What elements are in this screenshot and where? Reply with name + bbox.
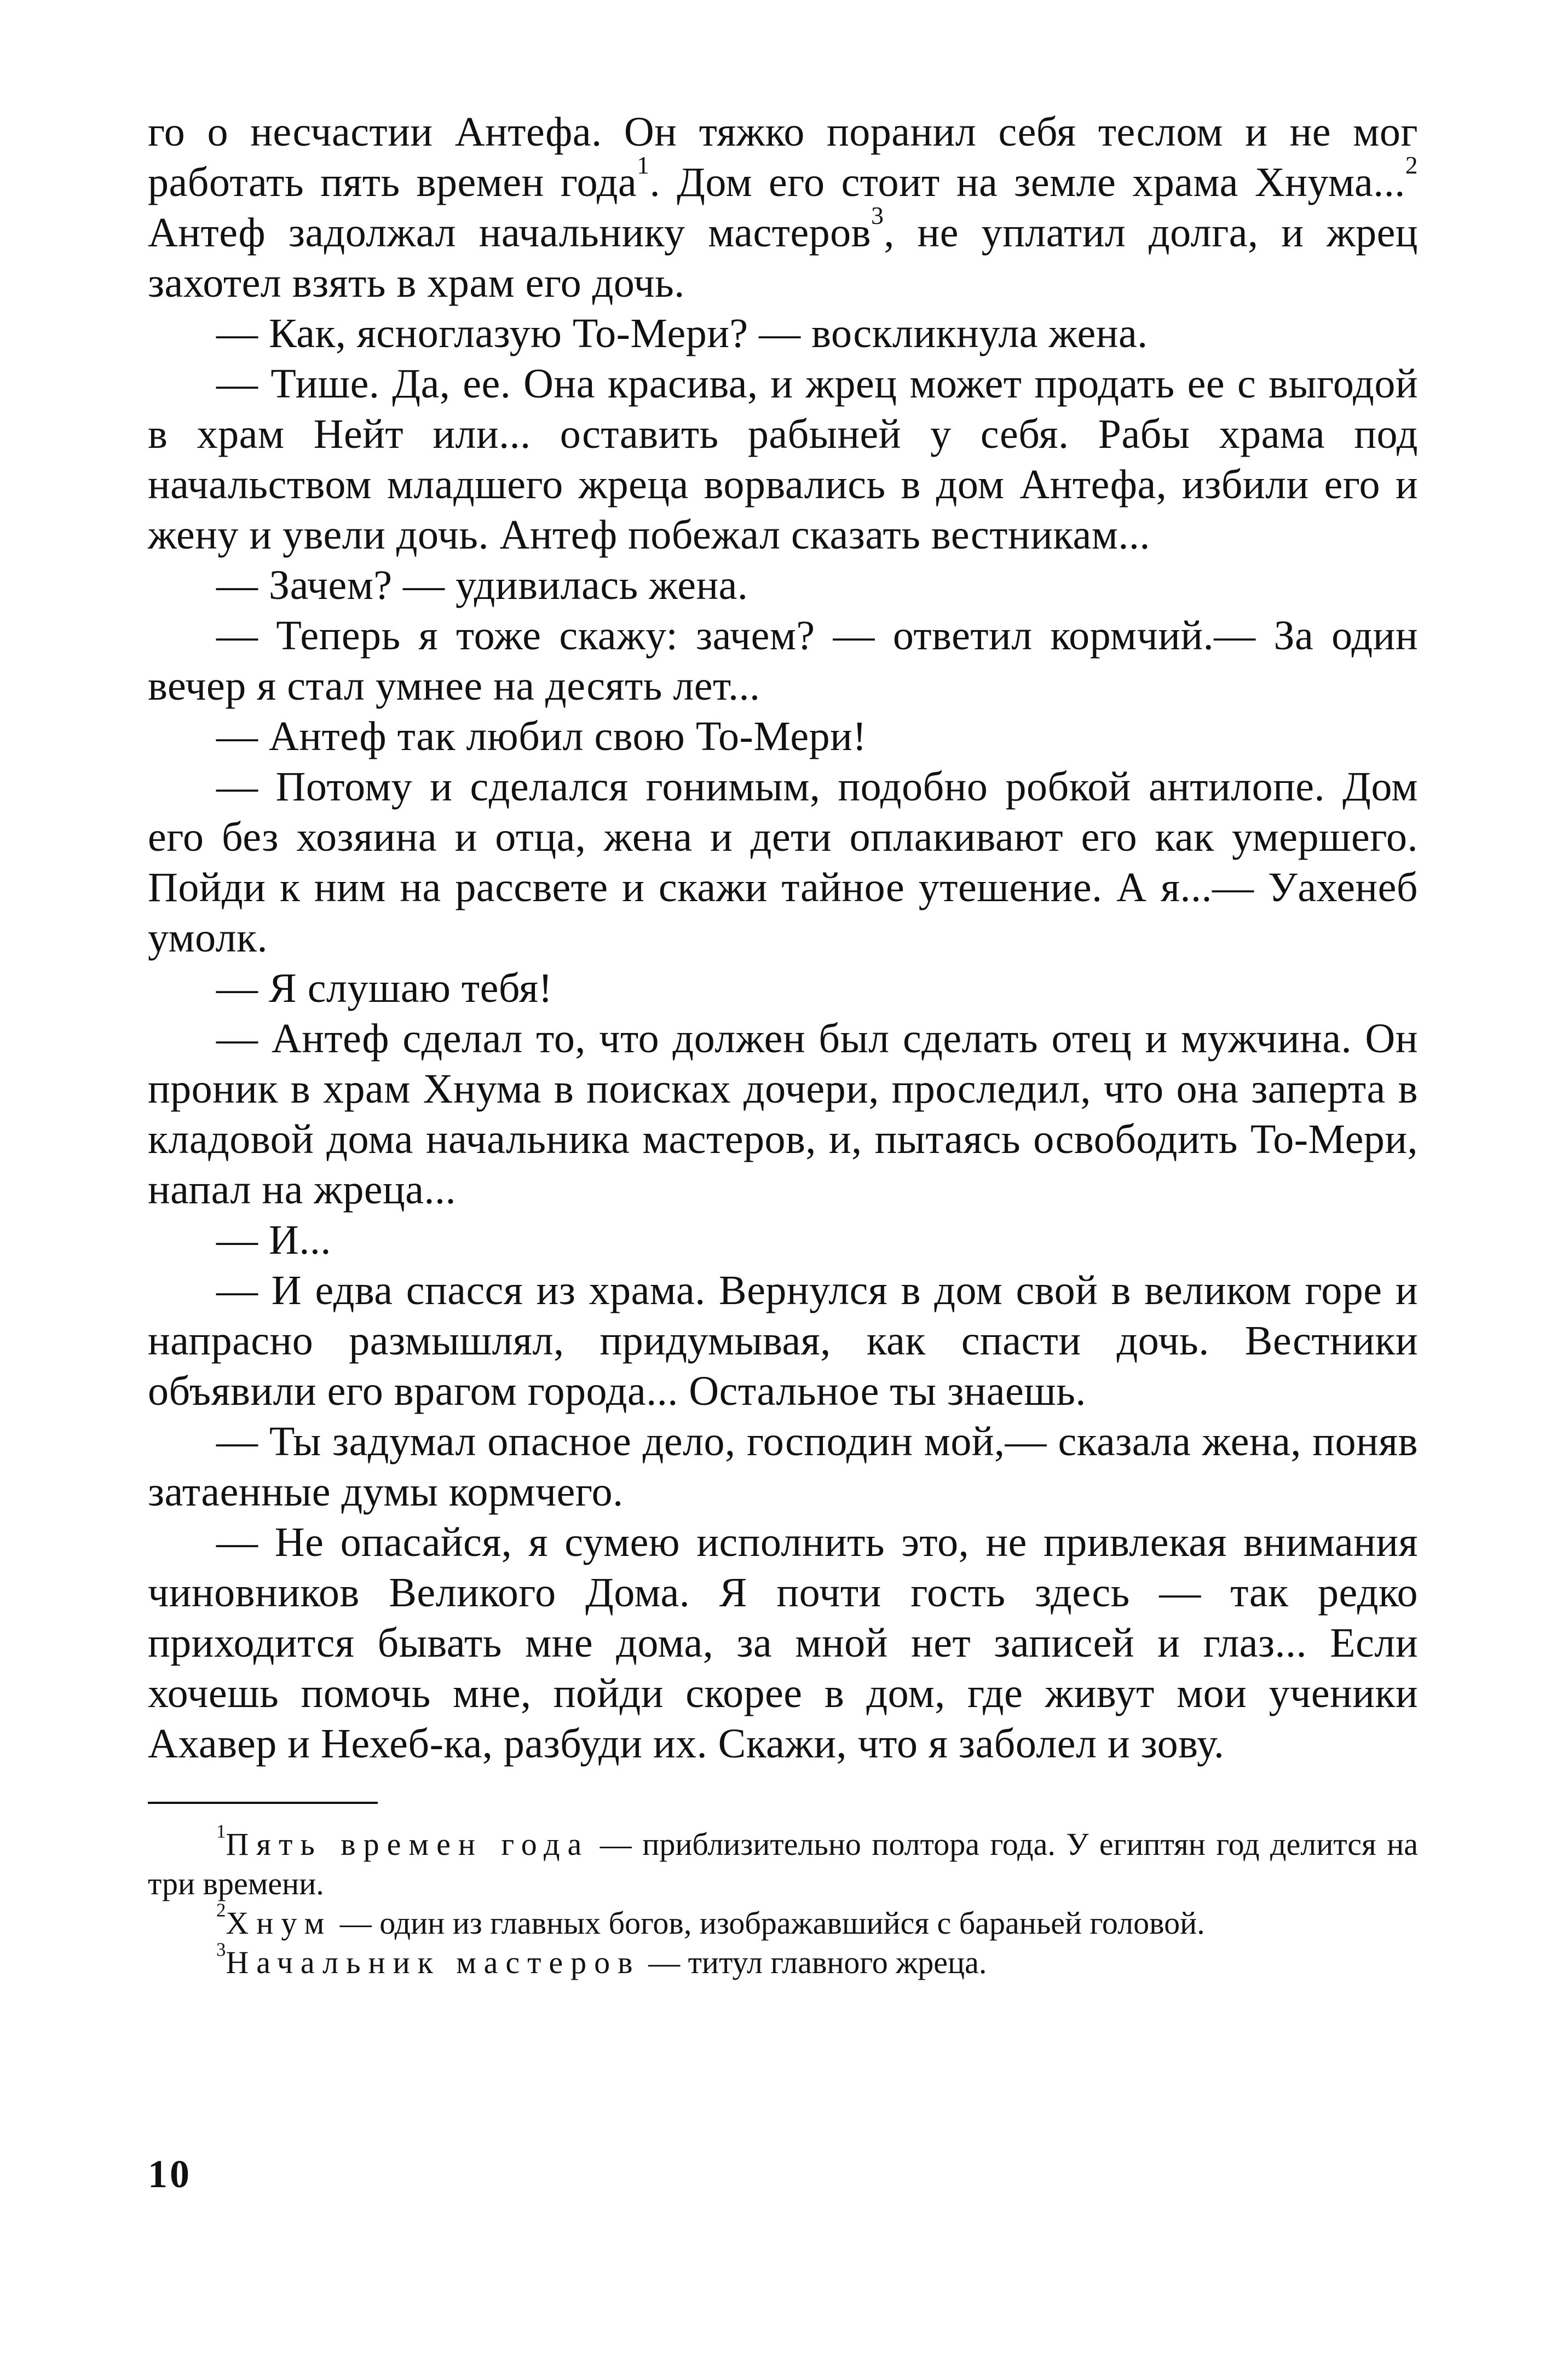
paragraph-text: — Антеф так любил свою То-Мери! [216, 713, 867, 759]
paragraph-text: — Антеф сделал то, что должен был сделать отец и мужчина. Он проник в храм Хнума в поисках дочери, проследил, что она заперта в кладовой дома начальника мастеров, и, пытаясь освободить То-Мери, напал на жреца... [148, 1016, 1418, 1213]
footnote-ref: 3 [871, 201, 884, 229]
paragraph [148, 308, 1418, 359]
paragraph [148, 711, 1418, 762]
footnote-divider [148, 1802, 378, 1804]
paragraph-text: — Не опасайся, я сумею исполнить это, не привлекая внимания чиновников Великого Дома. Я почти гость здесь — так редко приходится бывать мне дома, за мной нет записей и глаз... Если хочешь помочь мне, пойди скорее в дом, где живут мои ученики Ахавер и Нехеб-ка, разбуди их. Скажи, что я заболел и зову. [148, 1519, 1418, 1767]
paragraph [148, 762, 1418, 963]
paragraph [148, 1013, 1418, 1215]
paragraph-text: Антеф задолжал начальнику мастеров [148, 210, 872, 256]
paragraph [148, 1517, 1418, 1769]
paragraph-text: — Ты задумал опасное дело, господин мой,— сказала жена, поняв затаенные думы кормчего. [148, 1419, 1418, 1515]
paragraph-text: — Тише. Да, ее. Она красива, и жрец может продать ее с выгодой в храм Нейт или... оставить рабыней у себя. Рабы храма под начальством младшего жреца ворвались в дом Антефа, избили его и жену и увели дочь. Антеф побежал сказать вестникам... [148, 361, 1418, 558]
footnote [148, 1899, 1418, 1943]
paragraph-text: — Зачем? — удивилась жена. [216, 562, 748, 608]
footnote-ref: 1 [637, 151, 650, 179]
footnote-text: — приблизительно полтора года. У египтян год делится на три времени. [148, 1826, 1418, 1901]
paragraph-text: — И едва спасся из храма. Вернулся в дом свой в великом горе и напрасно размышлял, придумывая, как спасти дочь. Вестники объявили его врагом города... Остальное ты знаешь. [148, 1267, 1418, 1414]
paragraph-text: — Я слушаю тебя! [216, 965, 553, 1011]
footnote-ref: 2 [1405, 151, 1418, 179]
paragraph-text: — Теперь я тоже скажу: зачем? — ответил кормчий.— За один вечер я стал умнее на десять лет... [148, 613, 1418, 709]
footnote-term: Начальник мастеров [226, 1945, 641, 1980]
page-content [148, 107, 1418, 1982]
paragraph [148, 359, 1418, 560]
paragraph [148, 1215, 1418, 1265]
paragraph [148, 560, 1418, 610]
footnote-text: — титул главного жреца. [640, 1945, 987, 1980]
paragraph [148, 1265, 1418, 1416]
paragraph [148, 963, 1418, 1013]
paragraph-text: — Потому и сделался гонимым, подобно робкой антилопе. Дом его без хозяина и отца, жена и дети оплакивают его как умершего. Пойди к ним на рассвете и скажи тайное утешение. А я...— Уахенеб умолк. [148, 764, 1418, 961]
page-number: 10 [148, 2152, 192, 2196]
footnote-term: Хнум [226, 1905, 332, 1941]
footnote-text: — один из главных богов, изображавшийся с бараньей головой. [332, 1905, 1205, 1941]
paragraph [148, 1416, 1418, 1517]
footnote-mark: 3 [216, 1939, 226, 1961]
paragraph-text: — И... [216, 1217, 331, 1263]
footnote-mark: 2 [216, 1899, 226, 1921]
paragraph [148, 107, 1418, 308]
paragraph-text: го о несчастии Антефа. Он тяжко поранил себя теслом и не мог работать пять времен года [148, 109, 1418, 205]
footnotes [148, 1820, 1418, 1982]
footnote-mark: 1 [216, 1820, 226, 1842]
paragraph [148, 610, 1418, 711]
footnote [148, 1820, 1418, 1904]
body-text [148, 107, 1418, 1769]
paragraph-text: . Дом его стоит на земле храма Хнума... [649, 159, 1405, 205]
footnote [148, 1939, 1418, 1982]
paragraph-text: , не уплатил долга, и жрец захотел взять в храм его дочь. [148, 210, 1418, 306]
paragraph-text: — Как, ясноглазую То-Мери? — воскликнула жена. [216, 310, 1148, 356]
footnote-term: Пять времен года [226, 1826, 590, 1862]
